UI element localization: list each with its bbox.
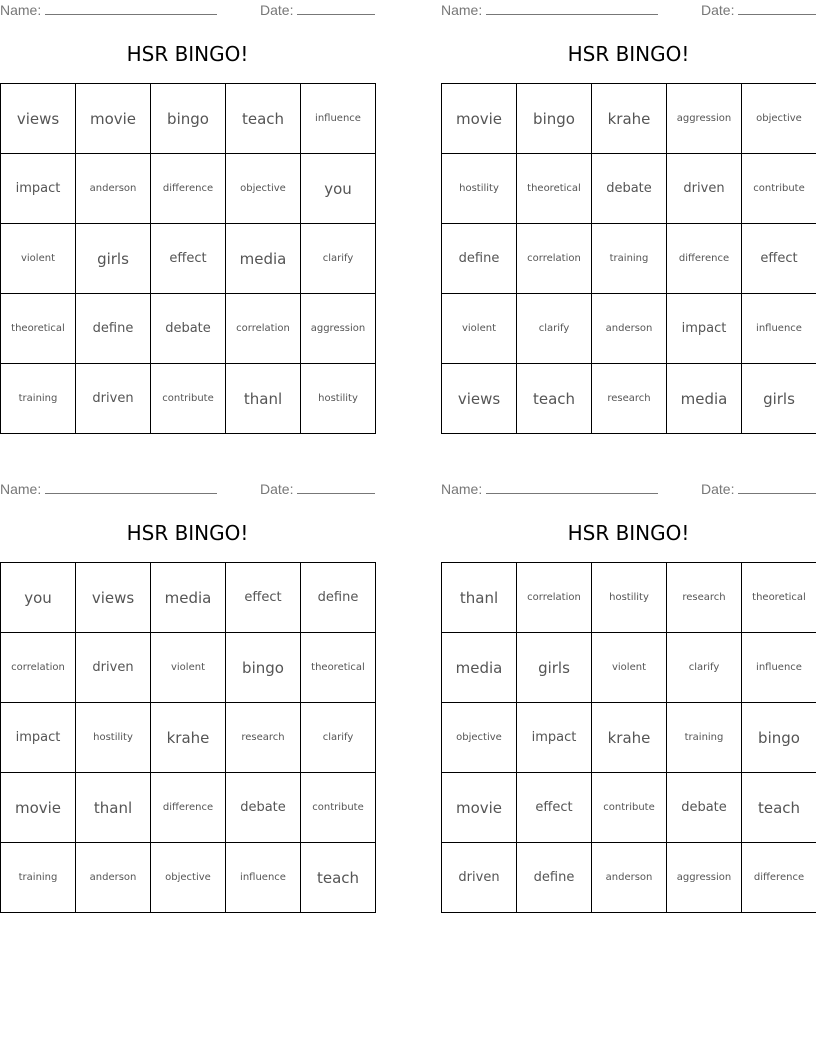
date-field[interactable] [701,2,816,18]
date-line [297,2,375,15]
bingo-cell[interactable]: media [667,364,742,434]
name-field[interactable] [441,2,658,18]
bingo-cell[interactable]: hostility [301,364,376,434]
bingo-cell[interactable]: hostility [76,703,151,773]
name-field[interactable] [441,481,658,497]
bingo-cell[interactable]: objective [151,843,226,913]
bingo-cell[interactable]: thanl [442,563,517,633]
bingo-cell[interactable]: krahe [151,703,226,773]
grid-row [442,843,816,913]
name-line [45,2,217,15]
date-field[interactable] [701,481,816,497]
bingo-cell[interactable]: driven [76,633,151,703]
bingo-cell[interactable]: contribute [301,773,376,843]
bingo-cell[interactable]: theoretical [742,563,816,633]
bingo-cell[interactable]: girls [76,224,151,294]
bingo-cell[interactable]: teach [301,843,376,913]
bingo-cell[interactable]: define [517,843,592,913]
bingo-grid [441,562,816,913]
grid-row [1,364,376,434]
bingo-cell[interactable]: movie [76,84,151,154]
name-label: Name: [441,481,483,497]
bingo-cell[interactable]: impact [1,703,76,773]
bingo-cell[interactable]: movie [1,773,76,843]
grid-row [442,703,816,773]
bingo-cell[interactable]: impact [517,703,592,773]
grid-row [1,703,376,773]
bingo-cell[interactable]: anderson [592,294,667,364]
date-line [738,481,816,494]
bingo-cell[interactable]: objective [226,154,301,224]
card-title: HSR BINGO! [126,521,249,545]
bingo-cell[interactable]: effect [742,224,816,294]
bingo-cell[interactable]: difference [742,843,816,913]
bingo-cell[interactable]: training [1,364,76,434]
bingo-cell[interactable]: movie [442,84,517,154]
bingo-cell[interactable]: clarify [301,703,376,773]
bingo-cell[interactable]: impact [1,154,76,224]
grid-row [1,84,376,154]
bingo-cell[interactable]: training [592,224,667,294]
card-title: HSR BINGO! [126,42,249,66]
grid-row [442,154,816,224]
bingo-cell[interactable]: views [1,84,76,154]
bingo-cell[interactable]: define [301,563,376,633]
bingo-cell[interactable]: girls [742,364,816,434]
bingo-cell[interactable]: bingo [742,703,816,773]
bingo-cell[interactable]: media [151,563,226,633]
bingo-cell[interactable]: views [442,364,517,434]
grid-row [442,364,816,434]
bingo-cell[interactable]: bingo [226,633,301,703]
bingo-cell[interactable]: hostility [442,154,517,224]
card-header [0,0,375,22]
grid-row [442,294,816,364]
date-label: Date: [260,481,294,497]
grid-row [442,563,816,633]
bingo-cell[interactable]: influence [226,843,301,913]
bingo-cell[interactable]: difference [151,154,226,224]
card-title: HSR BINGO! [567,521,690,545]
bingo-cell[interactable]: correlation [1,633,76,703]
bingo-cell[interactable]: contribute [742,154,816,224]
name-label: Name: [0,2,42,18]
bingo-cell[interactable]: debate [151,294,226,364]
bingo-cell[interactable]: driven [76,364,151,434]
bingo-cell[interactable]: media [442,633,517,703]
name-label: Name: [441,2,483,18]
bingo-grid [0,562,376,913]
bingo-cell[interactable]: influence [742,633,816,703]
bingo-cell[interactable]: influence [742,294,816,364]
bingo-cell[interactable]: correlation [226,294,301,364]
bingo-cell[interactable]: views [76,563,151,633]
bingo-cell[interactable]: theoretical [517,154,592,224]
grid-row [1,563,376,633]
bingo-cell[interactable]: research [667,563,742,633]
bingo-cell[interactable]: debate [226,773,301,843]
bingo-cell[interactable]: theoretical [301,633,376,703]
date-line [738,2,816,15]
bingo-cell[interactable]: effect [226,563,301,633]
bingo-grid [0,83,376,434]
bingo-cell[interactable]: driven [442,843,517,913]
bingo-cell[interactable]: correlation [517,563,592,633]
bingo-cell[interactable]: aggression [667,84,742,154]
bingo-cell[interactable]: influence [301,84,376,154]
bingo-cell[interactable]: anderson [76,154,151,224]
bingo-cell[interactable]: define [442,224,517,294]
name-label: Name: [0,481,42,497]
date-field[interactable] [260,481,375,497]
bingo-cell[interactable]: anderson [76,843,151,913]
bingo-cell[interactable]: research [226,703,301,773]
bingo-cell[interactable]: bingo [517,84,592,154]
bingo-cell[interactable]: effect [517,773,592,843]
bingo-cell[interactable]: krahe [592,84,667,154]
bingo-cell[interactable]: movie [442,773,517,843]
bingo-cell[interactable]: you [1,563,76,633]
card-header [0,479,375,501]
grid-row [442,773,816,843]
bingo-cell[interactable]: aggression [667,843,742,913]
bingo-cell[interactable]: difference [667,224,742,294]
bingo-cell[interactable]: debate [592,154,667,224]
date-field[interactable] [260,2,375,18]
bingo-card-4 [441,479,816,885]
bingo-cell[interactable]: teach [517,364,592,434]
grid-row [1,843,376,913]
bingo-cell[interactable]: violent [442,294,517,364]
bingo-cell[interactable]: contribute [592,773,667,843]
grid-row [442,633,816,703]
name-line [45,481,217,494]
bingo-cell[interactable]: thanl [226,364,301,434]
bingo-cell[interactable]: correlation [517,224,592,294]
bingo-cell[interactable]: violent [1,224,76,294]
name-line [486,2,658,15]
bingo-cell[interactable]: debate [667,773,742,843]
bingo-cell[interactable]: clarify [667,633,742,703]
bingo-grid [441,83,816,434]
date-label: Date: [701,2,735,18]
bingo-cell[interactable]: clarify [517,294,592,364]
bingo-cell[interactable]: training [667,703,742,773]
bingo-cell[interactable]: difference [151,773,226,843]
date-line [297,481,375,494]
grid-row [1,294,376,364]
bingo-cell[interactable]: objective [442,703,517,773]
bingo-cell[interactable]: research [592,364,667,434]
card-header [441,0,816,22]
bingo-card-1 [0,0,375,408]
bingo-cell[interactable]: you [301,154,376,224]
bingo-cell[interactable]: contribute [151,364,226,434]
name-field[interactable] [0,2,217,18]
card-title: HSR BINGO! [567,42,690,66]
grid-row [1,633,376,703]
bingo-cell[interactable]: theoretical [1,294,76,364]
bingo-cell[interactable]: krahe [592,703,667,773]
bingo-cell[interactable]: define [76,294,151,364]
bingo-cell[interactable]: training [1,843,76,913]
date-label: Date: [701,481,735,497]
grid-row [1,154,376,224]
grid-row [442,224,816,294]
name-field[interactable] [0,481,217,497]
grid-row [442,84,816,154]
bingo-cell[interactable]: teach [742,773,816,843]
bingo-cell[interactable]: clarify [301,224,376,294]
bingo-cell[interactable]: violent [592,633,667,703]
bingo-cell[interactable]: girls [517,633,592,703]
bingo-cell[interactable]: thanl [76,773,151,843]
grid-row [1,773,376,843]
bingo-cell[interactable]: driven [667,154,742,224]
name-line [486,481,658,494]
bingo-cell[interactable]: anderson [592,843,667,913]
bingo-cell[interactable]: impact [667,294,742,364]
date-label: Date: [260,2,294,18]
bingo-cell[interactable]: teach [226,84,301,154]
card-header [441,479,816,501]
bingo-cell[interactable]: bingo [151,84,226,154]
bingo-cell[interactable]: aggression [301,294,376,364]
bingo-cell[interactable]: effect [151,224,226,294]
bingo-cell[interactable]: violent [151,633,226,703]
bingo-cell[interactable]: hostility [592,563,667,633]
bingo-card-3 [0,479,375,887]
grid-row [1,224,376,294]
bingo-cell[interactable]: media [226,224,301,294]
bingo-card-2 [441,0,816,408]
bingo-cell[interactable]: objective [742,84,816,154]
